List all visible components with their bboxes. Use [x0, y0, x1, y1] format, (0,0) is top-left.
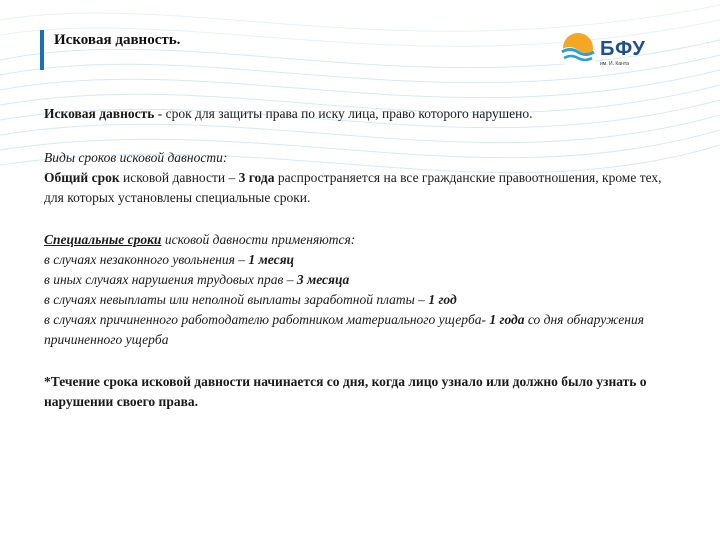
special-case-2: в иных случаях нарушения трудовых прав – 3 месяца — [44, 272, 350, 287]
general-duration: 3 года — [238, 170, 275, 185]
general-term-paragraph — [44, 168, 684, 208]
note-paragraph: *Течение срока исковой давности начинается со дня, когда лицо узнало или должно было узнать о нарушении своего права. — [44, 374, 647, 409]
special-intro: исковой давности применяются: — [161, 232, 356, 247]
general-text-1: исковой давности – — [119, 170, 239, 185]
definition-paragraph — [44, 104, 684, 124]
slide-content — [44, 104, 684, 412]
definition-text: - срок для защиты права по иску лица, право которого нарушено. — [154, 106, 533, 121]
general-text-2: распространяется на все гражданские правоотношения, кроме тех, для которых установлены специальные сроки. — [44, 170, 662, 205]
special-heading — [44, 230, 684, 250]
special-case-4: в случаях причиненного работодателю работником материального ущерба- 1 года со дня обнаружения причиненного ущерба — [44, 312, 644, 347]
special-case-3: в случаях невыплаты или неполной выплаты заработной платы – 1 год — [44, 292, 457, 307]
slide-title: Исковая давность. — [54, 32, 181, 48]
title-accent-bar — [40, 30, 44, 70]
logo-name: БФУ — [600, 38, 646, 60]
special-term: Специальные сроки — [44, 232, 162, 247]
special-case-1: в случаях незаконного увольнения – 1 месяц — [44, 252, 295, 267]
logo-subtitle: им. И. Канта — [600, 61, 629, 67]
types-heading: Виды сроков исковой давности: — [44, 150, 228, 165]
general-term: Общий срок — [44, 170, 120, 185]
definition-term: Исковая давность — [44, 106, 155, 121]
